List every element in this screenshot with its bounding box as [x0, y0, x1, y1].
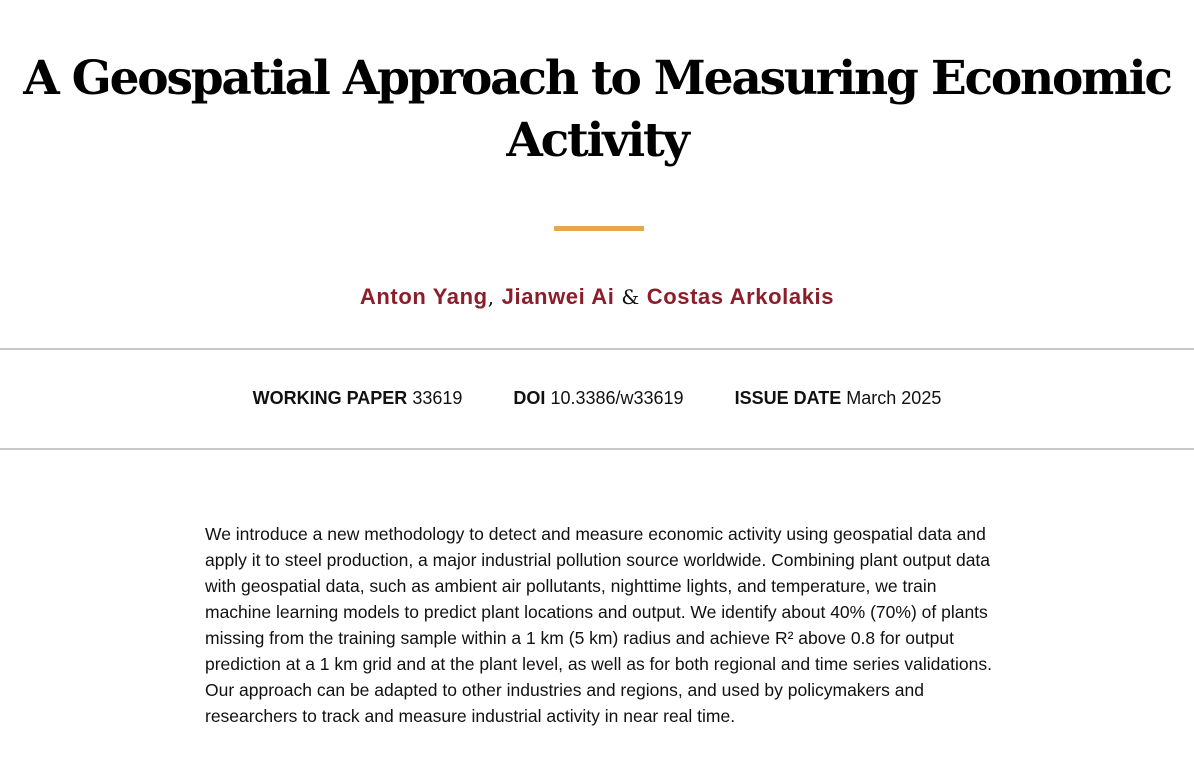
- abstract-text: We introduce a new methodology to detect and measure economic activity using geospatial data and apply it to steel production, a major industrial pollution source worldwide. Combining plant output data with geospatial data, such as ambient air pollutants, nighttime lights, and temperature, we train machine learning models to predict plant locations and output. We identify about 40% (70%) of plants missing from the training sample within a 1 km (5 km) radius and achieve R² above 0.8 for output prediction at a 1 km grid and at the plant level, as well as for both regional and time series validations. Our approach can be adapted to other industries and regions, and used by policymakers and researchers to track and measure industrial activity in near real time.: [205, 524, 992, 726]
- author-separator: &: [614, 285, 647, 309]
- meta-top-divider: [0, 348, 1194, 350]
- issue-date-label: ISSUE DATE: [734, 388, 842, 408]
- paper-meta-bar: [0, 387, 1194, 409]
- issue-date-value: March 2025: [846, 388, 942, 408]
- title-accent-divider: [554, 226, 644, 231]
- doi-meta: [513, 387, 683, 409]
- author-separator: ,: [487, 285, 502, 309]
- working-paper-label: WORKING PAPER: [252, 388, 408, 408]
- author-link-costas-arkolakis[interactable]: Costas Arkolakis: [646, 284, 835, 309]
- author-link-anton-yang[interactable]: Anton Yang: [359, 284, 488, 309]
- author-link-jianwei-ai[interactable]: Jianwei Ai: [501, 284, 615, 309]
- working-paper-meta: [253, 387, 463, 409]
- doi-label: DOI: [513, 388, 546, 408]
- page-title: A Geospatial Approach to Measuring Economic Activity: [23, 51, 1171, 168]
- doi-value: 10.3386/w33619: [550, 388, 684, 408]
- working-paper-number: 33619: [412, 388, 463, 408]
- issue-date-meta: [735, 387, 942, 409]
- author-list: [0, 283, 1194, 311]
- meta-bottom-divider: [0, 448, 1194, 450]
